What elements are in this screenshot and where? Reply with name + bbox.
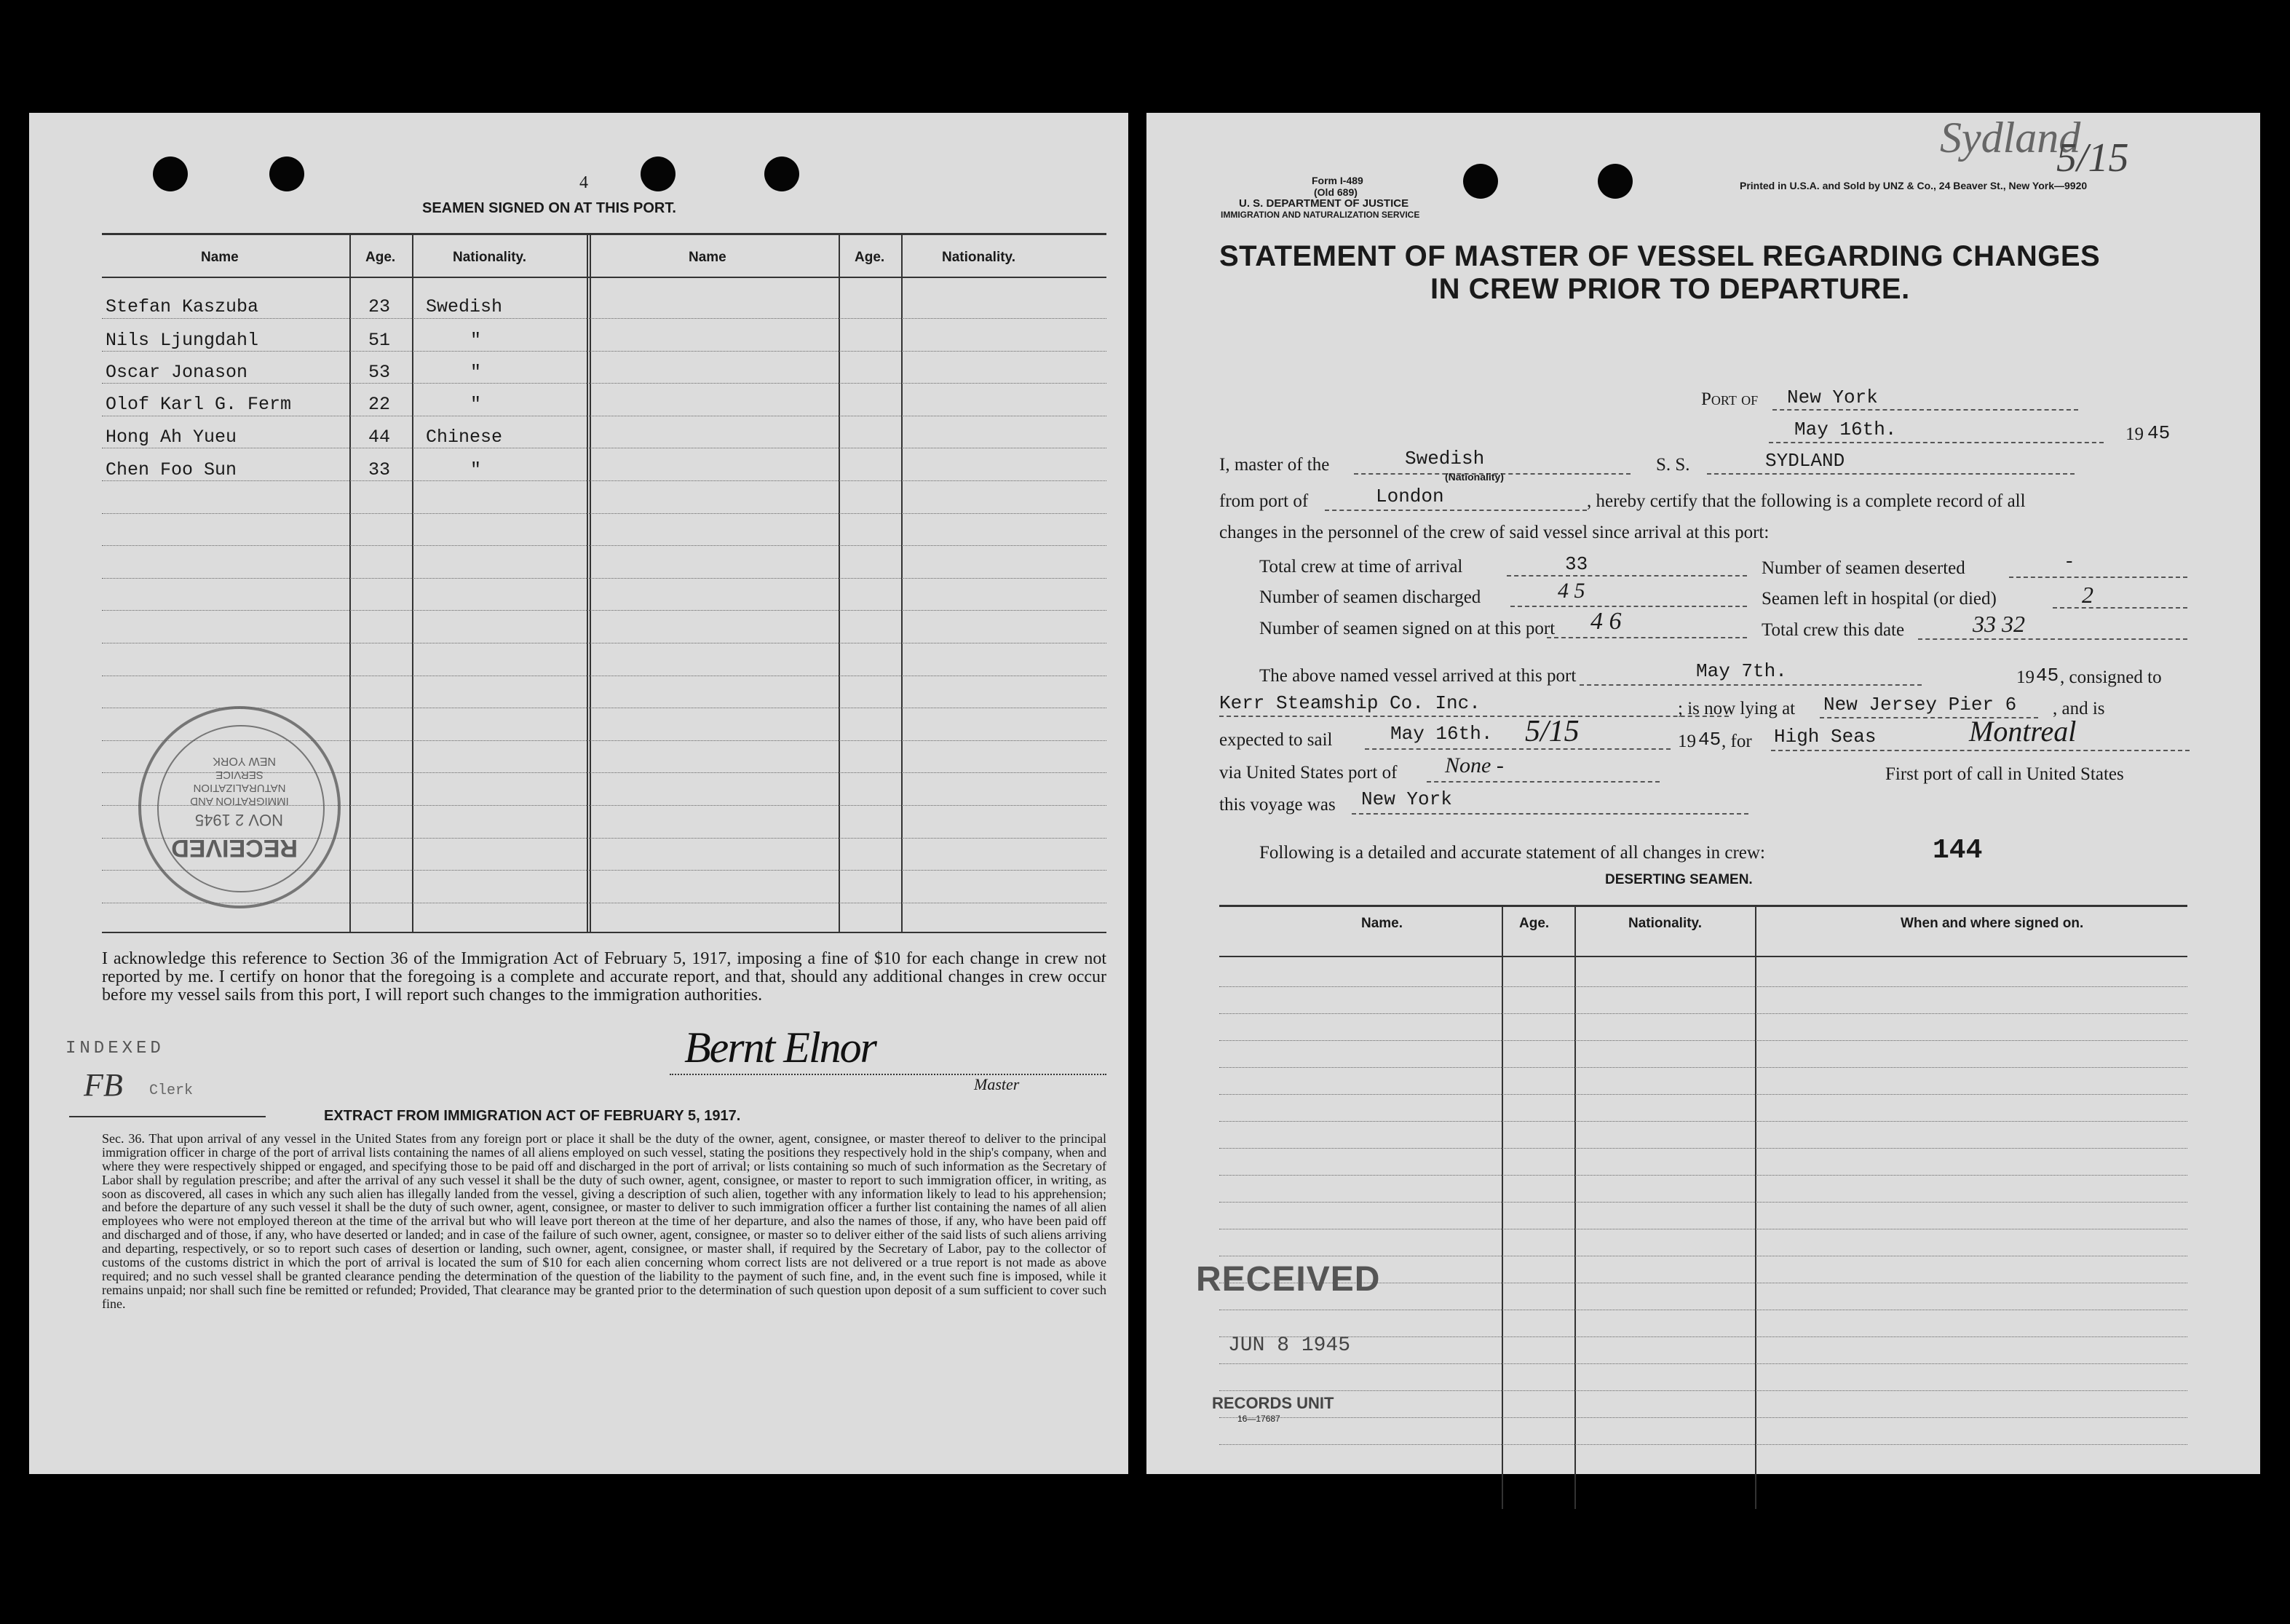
destination-value: High Seas xyxy=(1774,726,1877,748)
stamp-agency: IMMIGRATION AND NATURALIZATION SERVICE xyxy=(190,769,289,807)
table-row-rule xyxy=(1219,986,2187,987)
table-row-rule xyxy=(1219,1417,2187,1418)
deserted-label: Number of seamen deserted xyxy=(1762,558,1965,578)
form-number: Form I-489 xyxy=(1312,175,1363,186)
via-value: None - xyxy=(1445,753,1504,777)
deserting-header-name: Name. xyxy=(1361,916,1403,931)
seaman-name: Nils Ljungdahl xyxy=(106,330,259,351)
punch-hole xyxy=(1463,164,1498,199)
ss-label: S. S. xyxy=(1656,455,1690,475)
stamp-received: RECEIVED xyxy=(171,834,298,862)
vessel-name: SYDLAND xyxy=(1765,450,1845,472)
total-arrival-value: 33 xyxy=(1565,553,1588,575)
change-count: 144 xyxy=(1933,835,1983,866)
seaman-age: 51 xyxy=(368,330,391,351)
hospital-value: 2 xyxy=(2082,582,2093,608)
form-old-number: (Old 689) xyxy=(1314,186,1358,198)
seaman-nationality: " xyxy=(470,459,482,480)
seaman-name: Stefan Kaszuba xyxy=(106,296,259,317)
stamp-city: NEW YORK xyxy=(213,755,276,767)
expected-year: 45 xyxy=(1698,729,1722,750)
indexed-stamp: INDEXED xyxy=(66,1039,165,1058)
header-name: Name xyxy=(689,250,726,265)
seaman-age: 23 xyxy=(368,296,391,317)
deserting-header-age: Age. xyxy=(1519,916,1550,931)
handwritten-number: 5/15 xyxy=(2056,135,2129,181)
port-value: New York xyxy=(1787,387,1878,408)
signed-on-value: 4 6 xyxy=(1590,608,1622,635)
table-row-rule xyxy=(102,545,1106,546)
consignee-value: Kerr Steamship Co. Inc. xyxy=(1219,692,1481,714)
punch-hole xyxy=(641,157,675,191)
received-stamp xyxy=(138,706,341,908)
changes-text: changes in the personnel of the crew of said vessel since arrival at this port: xyxy=(1219,523,1770,542)
deserting-title: DESERTING SEAMEN. xyxy=(1605,872,1753,887)
discharged-label: Number of seamen discharged xyxy=(1259,587,1481,607)
table-row-rule xyxy=(1219,1175,2187,1176)
acknowledgment-text: I acknowledge this reference to Section 36 of the Immigration Act of February 5, 1917, imposing a fine of $10 for each change in crew not reported by me. I certify on honor that the foregoing is a complete and accurate report, and that, should any additional changes in crew occur before my vessel sails from this port, I will report such changes to the immigration authorities. xyxy=(102,949,1106,1005)
voyage-value: New York xyxy=(1361,788,1452,810)
expected-label: expected to sail xyxy=(1219,730,1333,750)
signed-on-label: Number of seamen signed on at this port xyxy=(1259,619,1556,638)
total-date-value: 33 32 xyxy=(1973,611,2025,637)
arrived-value: May 7th. xyxy=(1696,660,1787,682)
destination-annotation: Montreal xyxy=(1969,715,2077,748)
lying-label: ; is now lying at xyxy=(1678,699,1796,718)
master-signature: Bernt Elnor xyxy=(684,1023,876,1072)
port-label: Port of xyxy=(1701,389,1759,409)
arrived-year: 45 xyxy=(2036,665,2059,686)
department: U. S. DEPARTMENT OF JUSTICE xyxy=(1239,197,1409,210)
year-value: 45 xyxy=(2147,422,2171,444)
seaman-nationality: " xyxy=(470,330,482,351)
certify-text: , hereby certify that the following is a complete record of all xyxy=(1587,491,2026,511)
lying-value: New Jersey Pier 6 xyxy=(1823,694,2017,716)
table-row-rule xyxy=(1219,1390,2187,1391)
from-port-value: London xyxy=(1376,486,1444,507)
table-row-rule xyxy=(102,513,1106,514)
punch-hole xyxy=(153,157,188,191)
expected-year-prefix: 19 xyxy=(1678,732,1696,751)
seaman-nationality: " xyxy=(470,394,482,415)
header-nationality: Nationality. xyxy=(453,250,526,265)
form-title-line2: IN CREW PRIOR TO DEPARTURE. xyxy=(1430,273,1910,305)
total-date-label: Total crew this date xyxy=(1762,620,1905,640)
left-page xyxy=(29,113,1128,1474)
consigned-label: , consigned to xyxy=(2060,668,2162,687)
deserting-header-signed: When and where signed on. xyxy=(1901,916,2084,931)
following-text: Following is a detailed and accurate statement of all changes in crew: xyxy=(1259,843,1765,863)
nationality-caption: (Nationality) xyxy=(1445,471,1504,483)
discharged-value: 4 5 xyxy=(1558,579,1585,603)
seaman-nationality: Swedish xyxy=(426,296,503,317)
seaman-nationality: Chinese xyxy=(426,427,503,448)
extract-title: EXTRACT FROM IMMIGRATION ACT OF FEBRUARY 5, 1917. xyxy=(324,1108,741,1124)
seaman-age: 44 xyxy=(368,427,391,448)
service: IMMIGRATION AND NATURALIZATION SERVICE xyxy=(1221,210,1420,220)
punch-hole xyxy=(764,157,799,191)
seaman-name: Oscar Jonason xyxy=(106,362,248,383)
table-row-rule xyxy=(1219,1121,2187,1122)
seaman-name: Olof Karl G. Ferm xyxy=(106,394,292,415)
records-unit: RECORDS UNIT xyxy=(1212,1394,1334,1412)
table-row-rule xyxy=(1219,1013,2187,1014)
received-date: JUN 8 1945 xyxy=(1228,1334,1351,1357)
table-row-rule xyxy=(1219,1067,2187,1068)
table-row-rule xyxy=(102,383,1106,384)
table-row-rule xyxy=(102,578,1106,579)
deserted-value: - xyxy=(2064,551,2075,573)
page-number: 4 xyxy=(579,173,588,192)
year-prefix: 19 xyxy=(2125,424,2144,444)
arrived-label: The above named vessel arrived at this port xyxy=(1259,666,1577,686)
form-title-line1: STATEMENT OF MASTER OF VESSEL REGARDING CHANGES xyxy=(1219,240,2101,272)
header-nationality: Nationality. xyxy=(942,250,1015,265)
table-row-rule xyxy=(1219,1444,2187,1445)
table-row-rule xyxy=(102,480,1106,481)
and-is-label: , and is xyxy=(2053,699,2105,718)
form-code: 16—17687 xyxy=(1237,1414,1280,1424)
table-row-rule xyxy=(1219,1202,2187,1203)
seaman-age: 53 xyxy=(368,362,391,383)
seaman-age: 22 xyxy=(368,394,391,415)
punch-hole xyxy=(1598,164,1633,199)
seaman-name: Hong Ah Yueu xyxy=(106,427,237,448)
seaman-age: 33 xyxy=(368,459,391,480)
extract-text: Sec. 36. That upon arrival of any vessel in the United States from any foreign port or place it shall be the duty of the owner, agent, consignee, or master thereof to deliver to the principal immigration officer in charge of the port of arrival lists containing the names of all aliens employed on such vessel, stating the positions they respectively hold in the ship's company, when and where they were respectively shipped or engaged, and specifying those to be paid off and discharged in the port of arrival; or lists containing so much of such information as the Secretary of Labor shall by regulation prescribe; and after the arrival of any such vessel it shall be the duty of such owner, agent, consignee, or master to report to such immigration officer, in writing, as soon as discovered, all cases in which any such alien has illegally landed from the vessel, giving a description of such alien, together with any information likely to lead to his apprehension; and before the departure of any such vessel it shall be the duty of such owner, agent, consignee, or master to deliver to such immigration officer a further list containing the names of all alien employees who were not employed thereon at the time of the arrival but who will leave port thereon at the time of her departure, and also the names of those, if any, who have been paid off and discharged and of those, if any, who have deserted or landed; and in case of the failure of such owner, agent, consignee, or master so to deliver either of the said lists of such aliens arriving and departing, respectively, or so to report such cases of desertion or landing, such owner, agent, consignee, or master shall, if required by the Secretary of Labor, pay to the collector of customs of the customs district in which the port of arrival is located the sum of $10 for each alien concerning whom correct lists are not delivered or a true report is not made as above required; and no such vessel shall be granted clearance pending the determination of the question of the liability to the payment of such fine, and, in the event such fine is imposed, while it remains unpaid; nor shall such fine be remitted or refunded; Provided, That clearance may be granted prior to the determination of such question upon deposit of a sum sufficient to cover such fine. xyxy=(102,1131,1106,1311)
via-label: via United States port of xyxy=(1219,763,1398,783)
punch-hole xyxy=(269,157,304,191)
expected-value: May 16th. xyxy=(1390,723,1493,745)
indexed-initials: FB xyxy=(84,1067,123,1103)
table-row-rule xyxy=(1219,1094,2187,1095)
from-port-label: from port of xyxy=(1219,491,1309,511)
table-row-rule xyxy=(1219,1336,2187,1337)
deserting-header-nationality: Nationality. xyxy=(1628,916,1702,931)
section-title: SEAMEN SIGNED ON AT THIS PORT. xyxy=(422,200,676,216)
table-row-rule xyxy=(102,318,1106,319)
for-label: , for xyxy=(1722,732,1752,751)
table-row-rule xyxy=(1219,1363,2187,1364)
voyage-label: this voyage was xyxy=(1219,795,1336,815)
header-age: Age. xyxy=(855,250,885,265)
master-label: Master xyxy=(974,1075,1020,1093)
master-of-label: I, master of the xyxy=(1219,455,1330,475)
table-row-rule xyxy=(1219,1040,2187,1041)
printer-credit: Printed in U.S.A. and Sold by UNZ & Co., 24 Beaver St., New York—9920 xyxy=(1740,180,2088,191)
table-row-rule xyxy=(102,610,1106,611)
hospital-label: Seamen left in hospital (or died) xyxy=(1762,589,1997,609)
expected-annotation: 5/15 xyxy=(1525,715,1580,748)
handwritten-vessel: Sydland xyxy=(1940,114,2081,162)
seaman-nationality: " xyxy=(470,362,482,383)
clerk-label: Clerk xyxy=(149,1082,194,1099)
table-row-rule xyxy=(1219,1148,2187,1149)
header-name: Name xyxy=(201,250,239,265)
total-arrival-label: Total crew at time of arrival xyxy=(1259,557,1463,577)
received-stamp: RECEIVED xyxy=(1196,1260,1381,1299)
stamp-date: NOV 2 1945 xyxy=(194,811,283,829)
right-page xyxy=(1146,113,2260,1474)
seaman-name: Chen Foo Sun xyxy=(106,459,237,480)
arrived-year-prefix: 19 xyxy=(2016,668,2035,687)
nationality-value: Swedish xyxy=(1405,448,1485,470)
header-age: Age. xyxy=(365,250,396,265)
date-value: May 16th. xyxy=(1794,419,1897,440)
first-port-label: First port of call in United States xyxy=(1885,764,2124,784)
